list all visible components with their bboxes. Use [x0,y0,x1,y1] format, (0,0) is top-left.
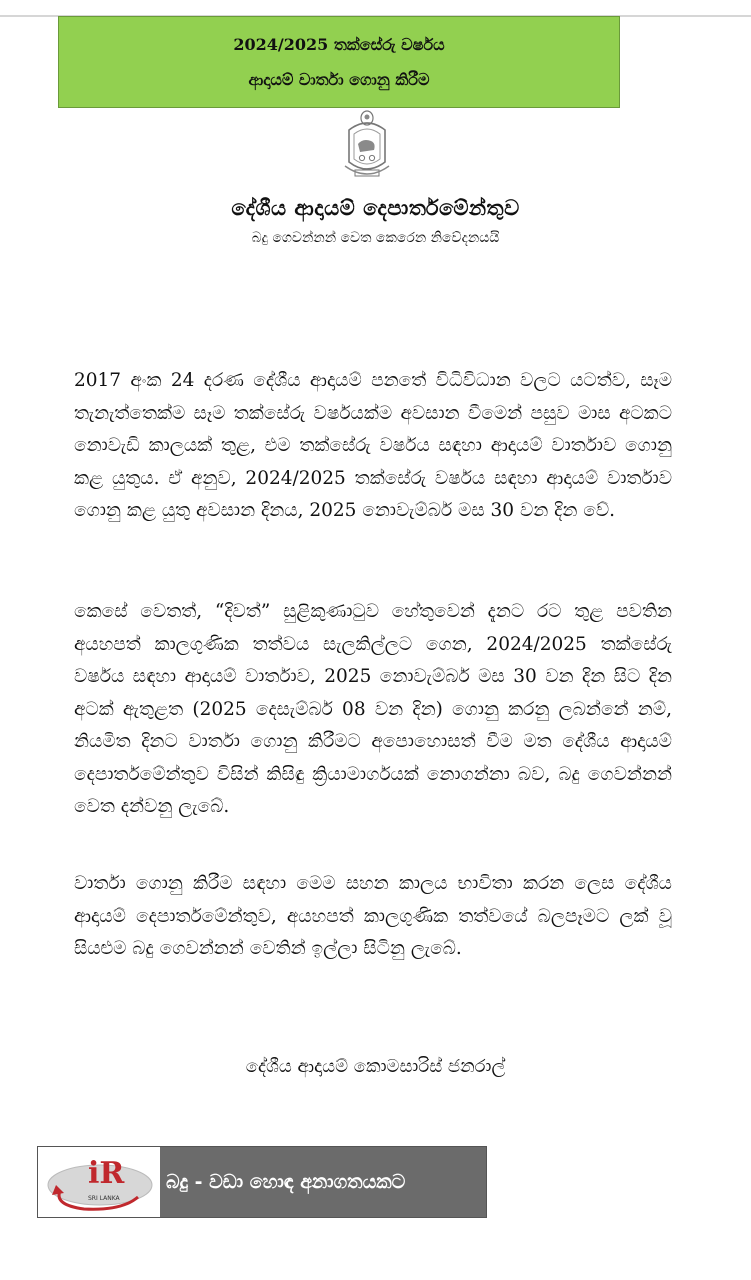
notice-paragraph-3: වාර්තා ගොනු කිරීම සඳහා මෙම සහන කාලය භාවිතා කරන ලෙස දේශීය ආදායම් දෙපාර්තමේන්තුව, අයහපත් කාලගුණික තත්වයේ බලපෑමට ලක් වූ සියළුම බදු ගෙවන්නන් වෙතින් ඉල්ලා සිටිනු ලැබේ. [74,873,672,959]
department-name: දේශීය ආදායම් දෙපාර්තමේන්තුව [231,196,520,220]
svg-text:SRI LANKA: SRI LANKA [88,1195,120,1202]
svg-text:iR: iR [88,1156,125,1191]
notice-paragraph-1: 2017 අංක 24 දරණ දේශීය ආදායම් පනතේ විධිවිධාන වලට යටත්ව, සෑම තැනැත්තෙක්ම සෑම තක්සේරු වර්ෂයක්ම අවසාන වීමෙන් පසුව මාස අටකට නොවැඩි කාලයක් තුළ, එම තක්සේරු වර්ෂය සඳහා ආදායම් වාර්තාව ගොනු කළ යුතුය. ඒ අනුව, 2024/2025 තක්සේරු වර්ෂය සඳහා ආදායම් වාර්තාව ගොනු කළ යුතු අවසාන දිනය, 2025 නොවැම්බර් මස 30 වන දින වේ. [74,370,672,521]
ird-logo-icon [38,1147,160,1217]
notice-subtitle: බදු ගෙවන්නන් වෙත කෙරෙන නිවේදනයයි [251,230,500,246]
title-banner [58,16,620,108]
notice-paragraph-2: කෙසේ වෙතත්, “දිවත්” සුළිකුණාටුව හේතුවෙන් දැනට රට තුළ පවතින අයහපත් කාලගුණික තත්වය සැලකිල්ලට ගෙන, 2024/2025 තක්සේරු වර්ෂය සඳහා ආදායම් වාර්තාව, 2025 නොවැම්බර් මස 30 වන දින සිට දින අටක් ඇතුළත (2025 දෙසැම්බර් 08 වන දින) ගොනු කරනු ලබන්නේ නම්, නියමිත දිනට වාර්තා ගොනු කිරීමට අපොහොසත් වීම මත දේශීය ආදායම් දෙපාර්තමේන්තුව විසින් කිසිඳු ක්‍රියාමාර්ගයක් නොගන්නා බව, බදු ගෙවන්නන් වෙත දන්වනු ලැබේ. [74,601,672,817]
assessment-year-title: 2024/2025 තක්සේරු වර්ෂය [233,35,445,54]
footer-slogan-band [160,1147,486,1217]
footer-slogan-box [37,1146,487,1218]
filing-title: ආදායම් වාර්තා ගොනු කිරීම [248,70,430,89]
tax-slogan: බදු - වඩා හොඳ අනාගතයකට [166,1171,406,1193]
sri-lanka-state-emblem-icon [341,108,393,186]
signature-line: දේශීය ආදායම් කොමසාරිස් ජනරාල් [245,1056,506,1077]
